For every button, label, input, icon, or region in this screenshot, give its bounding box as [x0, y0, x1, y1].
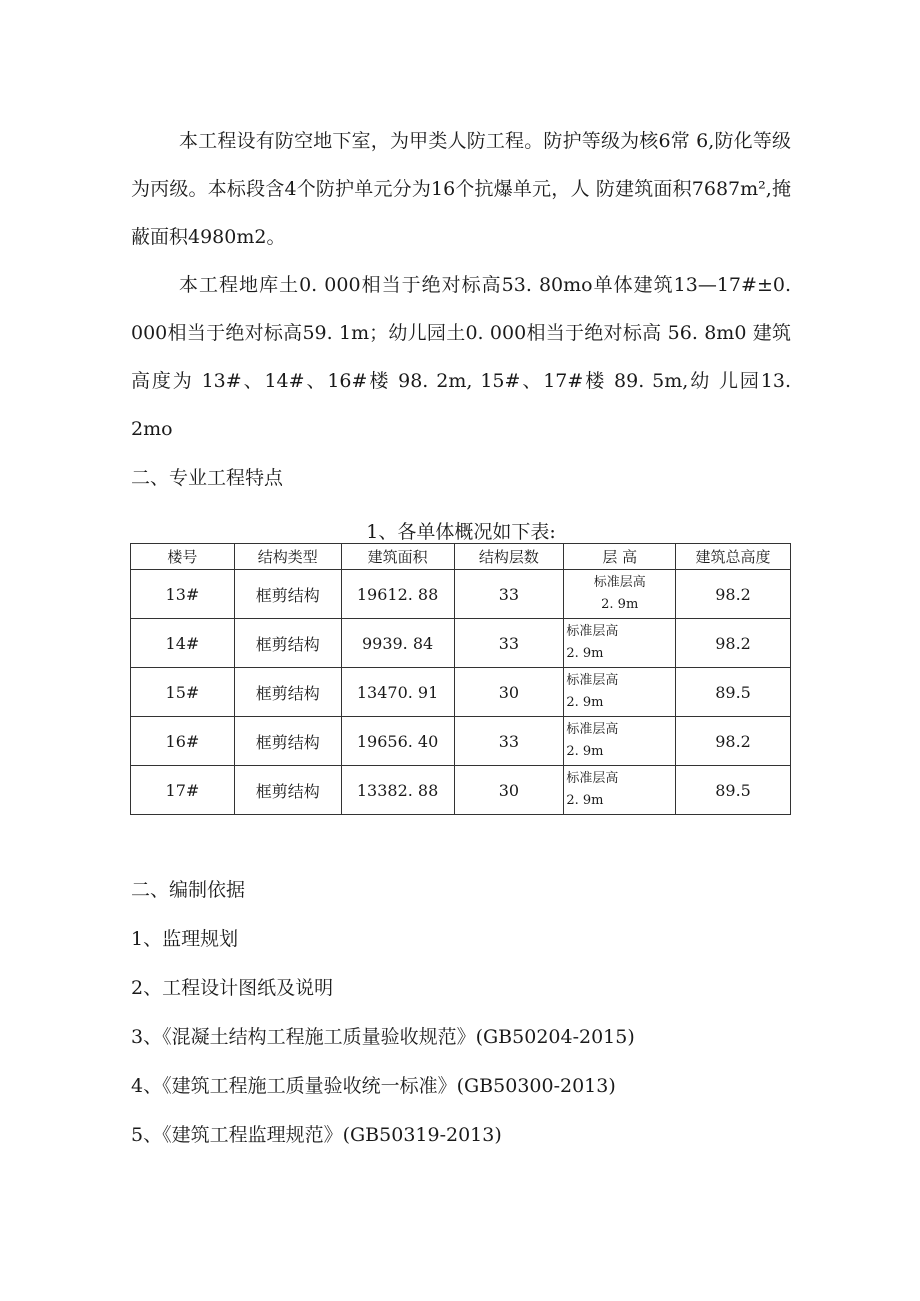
cell-area: 9939. 84: [341, 619, 454, 668]
cell-total-height: 98.2: [676, 570, 791, 619]
intro-paragraph-2: 本工程地库土0. 000相当于绝对标高53. 80mo单体建筑13—17#±0. 000相当于绝对标高59. 1m；幼儿园土0. 000相当于绝对标高 56. 8m0 建筑高度为 13#、14#、16#楼 98. 2m, 15#、17#楼 89. 5m,幼 儿园13. 2mo: [131, 274, 791, 440]
cell-floors: 30: [454, 766, 564, 815]
table-row: [131, 570, 791, 619]
header-area: 建筑面积: [341, 544, 454, 570]
cell-structure: 框剪结构: [234, 619, 341, 668]
cell-total-height: 89.5: [676, 766, 791, 815]
basis-item: 5、《建筑工程监理规范》(GB50319-2013): [131, 1124, 502, 1146]
cell-structure: 框剪结构: [234, 766, 341, 815]
cell-floor-height: [564, 668, 676, 717]
cell-floor-height: [564, 570, 676, 619]
table-caption: 1、各单体概况如下表:: [366, 521, 556, 543]
floor-height-value: 2. 9m: [566, 695, 604, 710]
cell-area: 13470. 91: [341, 668, 454, 717]
cell-floors: 33: [454, 619, 564, 668]
cell-building: 16#: [131, 717, 235, 766]
intro-paragraph-1: 本工程设有防空地下室，为甲类人防工程。防护等级为核6常 6,防化等级为丙级。本标段含4个防护单元分为16个抗爆单元，人 防建筑面积7687m²,掩蔽面积4980m2。: [131, 130, 791, 248]
cell-area: 19612. 88: [341, 570, 454, 619]
cell-total-height: 98.2: [676, 619, 791, 668]
floor-height-label: 标准层高: [593, 575, 646, 590]
building-overview-table: [130, 543, 791, 815]
cell-floor-height: [564, 766, 676, 815]
cell-structure: 框剪结构: [234, 570, 341, 619]
cell-building: 13#: [131, 570, 235, 619]
cell-building: 15#: [131, 668, 235, 717]
floor-height-value: 2. 9m: [566, 744, 604, 759]
floor-height-value: 2. 9m: [566, 793, 604, 808]
header-total-height: 建筑总高度: [676, 544, 791, 570]
cell-building: 17#: [131, 766, 235, 815]
header-floor-height: 层 高: [564, 544, 676, 570]
header-floors: 结构层数: [454, 544, 564, 570]
header-building: 楼号: [131, 544, 235, 570]
cell-floors: 33: [454, 570, 564, 619]
table-row: [131, 619, 791, 668]
table-row: [131, 668, 791, 717]
floor-height-label: 标准层高: [566, 673, 619, 688]
floor-height-value: 2. 9m: [601, 597, 639, 612]
basis-item: 3、《混凝土结构工程施工质量验收规范》(GB50204-2015): [131, 1026, 635, 1048]
basis-item: 2、工程设计图纸及说明: [131, 977, 334, 999]
basis-item: 4、《建筑工程施工质量验收统一标准》(GB50300-2013): [131, 1075, 616, 1097]
floor-height-label: 标准层高: [566, 771, 619, 786]
table-header-row: [131, 544, 791, 570]
section-heading-basis: 二、编制依据: [131, 879, 246, 901]
cell-floors: 30: [454, 668, 564, 717]
section-heading-features: 二、专业工程特点: [131, 467, 284, 489]
header-structure: 结构类型: [234, 544, 341, 570]
cell-structure: 框剪结构: [234, 668, 341, 717]
cell-floor-height: [564, 619, 676, 668]
cell-total-height: 98.2: [676, 717, 791, 766]
table-row: [131, 766, 791, 815]
cell-structure: 框剪结构: [234, 717, 341, 766]
basis-item: 1、监理规划: [131, 928, 239, 950]
floor-height-label: 标准层高: [566, 722, 619, 737]
cell-floors: 33: [454, 717, 564, 766]
floor-height-label: 标准层高: [566, 624, 619, 639]
cell-area: 13382. 88: [341, 766, 454, 815]
floor-height-value: 2. 9m: [566, 646, 604, 661]
cell-area: 19656. 40: [341, 717, 454, 766]
cell-building: 14#: [131, 619, 235, 668]
cell-total-height: 89.5: [676, 668, 791, 717]
cell-floor-height: [564, 717, 676, 766]
table-row: [131, 717, 791, 766]
